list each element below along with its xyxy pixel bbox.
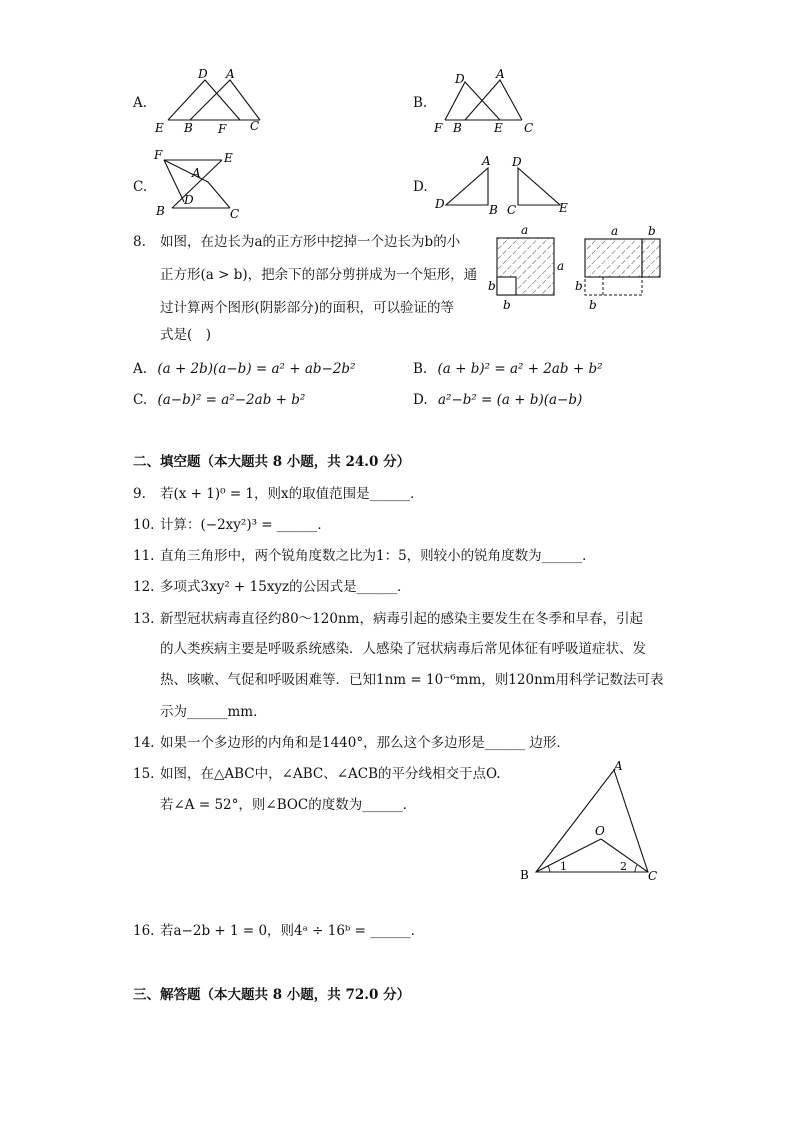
label-d: D <box>198 67 208 81</box>
label-a: A <box>482 154 491 168</box>
label-c: C <box>524 121 534 135</box>
q8-figure <box>485 222 675 314</box>
label-d: D <box>455 72 465 86</box>
q14-text: 如果一个多边形的内角和是1440°，那么这个多边形是______ 边形． <box>160 735 570 751</box>
fig-label-b-bottom: b <box>503 298 511 312</box>
q15-line-1: 如图，在△ABC中，∠ABC、∠ACB的平分线相交于点O. <box>160 766 501 782</box>
fig2-label-b-side: b <box>575 279 583 293</box>
q7-option-d-label: D. <box>413 179 428 195</box>
q8-option-c <box>133 391 305 409</box>
q16-number: 16. <box>133 923 155 939</box>
label-c: C <box>230 207 240 221</box>
fig2-label-b-bottom: b <box>589 298 597 312</box>
q12-number: 12. <box>133 579 155 595</box>
q11-text: 直角三角形中，两个锐角度数之比为1：5，则较小的锐角度数为______． <box>160 548 596 564</box>
label-a: A <box>226 67 235 81</box>
q8-number: 8. <box>133 234 146 250</box>
fig2-label-a: a <box>611 224 619 238</box>
q8-option-d <box>413 391 582 409</box>
q8-option-d-text: a²−b² = (a + b)(a−b) <box>437 392 583 408</box>
q9-text: 若(x + 1)⁰ = 1，则x的取值范围是______． <box>160 486 424 502</box>
q13-line-2: 的人类疾病主要是呼吸系统感染．人感染了冠状病毒后常见体征有呼吸道症状、发 <box>160 641 646 657</box>
label-c: C <box>250 119 260 133</box>
q15-triangle-figure <box>510 756 670 886</box>
q8-line-3: 过计算两个图形(阴影部分)的面积，可以验证的等 <box>160 300 455 316</box>
q15-number: 15. <box>133 766 155 782</box>
label-o: O <box>595 824 605 838</box>
q8-option-c-label: C. <box>133 392 148 408</box>
q13-line-4: 示为______mm． <box>160 704 267 720</box>
q14-number: 14. <box>133 735 155 751</box>
label-e: E <box>559 201 568 215</box>
q7-option-a-label: A. <box>133 95 148 111</box>
label-b: B <box>156 204 165 218</box>
label-a: A <box>496 67 505 81</box>
q8-line-2: 正方形(a > b)，把余下的部分剪拼成为一个矩形，通 <box>160 267 478 283</box>
q16-text: 若a−2b + 1 = 0，则4ᵃ ÷ 16ᵇ = ______． <box>160 923 425 939</box>
label-f: F <box>154 148 163 162</box>
q13-number: 13. <box>133 611 155 627</box>
label-f: C <box>507 203 517 217</box>
q8-option-b-text: (a + b)² = a² + 2ab + b² <box>437 361 603 377</box>
q11-number: 11. <box>133 548 155 564</box>
label-d2: D <box>512 155 522 169</box>
angle-1: 1 <box>560 860 567 873</box>
angle-2: 2 <box>620 860 627 873</box>
label-b: D <box>435 197 445 211</box>
label-c: B <box>489 203 498 217</box>
q12-text: 多项式3xy² + 15xyz的公因式是______． <box>160 579 411 595</box>
label-a: A <box>192 166 201 180</box>
q7-option-d-figure <box>430 150 580 220</box>
fig-label-b-side: b <box>488 279 496 293</box>
label-e: E <box>224 151 233 165</box>
q7-option-c-figure <box>150 146 260 222</box>
q13-line-3: 热、咳嗽、气促和呼吸困难等．已知1nm = 10⁻⁶mm，则120nm用科学记数法可表 <box>160 672 664 688</box>
label-f: F <box>218 122 227 136</box>
q15-line-2: 若∠A = 52°，则∠BOC的度数为______． <box>160 797 417 813</box>
fig-label-a-top: a <box>521 223 529 237</box>
q13-line-1: 新型冠状病毒直径约80～120nm，病毒引起的感染主要发生在冬季和早春，引起 <box>160 611 643 627</box>
label-b: B <box>453 121 462 135</box>
q8-option-a <box>133 360 355 378</box>
label-f: F <box>434 121 443 135</box>
q8-option-b <box>413 360 603 378</box>
section-3-heading: 三、解答题（本大题共 8 小题，共 72.0 分） <box>133 987 411 1003</box>
q10-number: 10. <box>133 517 155 533</box>
q8-option-a-text: (a + 2b)(a−b) = a² + ab−2b² <box>157 361 356 377</box>
q7-option-c-label: C. <box>133 179 148 195</box>
fig-label-a-side: a <box>557 259 565 273</box>
q8-line-1: 如图，在边长为a的正方形中挖掉一个边长为b的小 <box>160 234 461 250</box>
section-2-heading: 二、填空题（本大题共 8 小题，共 24.0 分） <box>133 454 411 470</box>
label-b: B <box>520 868 529 882</box>
label-d: D <box>184 193 194 207</box>
q8-option-c-text: (a−b)² = a²−2ab + b² <box>157 392 306 408</box>
label-e: E <box>494 121 503 135</box>
label-c: C <box>648 869 658 883</box>
q7-option-b-figure <box>430 66 550 138</box>
q9-number: 9. <box>133 486 146 502</box>
q8-option-d-label: D. <box>413 392 428 408</box>
label-b: B <box>184 121 193 135</box>
label-a: A <box>614 759 623 773</box>
q7-option-a-figure <box>150 66 270 138</box>
q8-line-4: 式是( ) <box>160 327 212 343</box>
fig2-label-b-top: b <box>648 224 656 238</box>
label-e: E <box>155 121 164 135</box>
q10-text: 计算：(−2xy²)³ = ______． <box>160 517 331 533</box>
q8-option-a-label: A. <box>133 361 148 377</box>
q8-option-b-label: B. <box>413 361 428 377</box>
q7-option-b-label: B. <box>413 95 428 111</box>
